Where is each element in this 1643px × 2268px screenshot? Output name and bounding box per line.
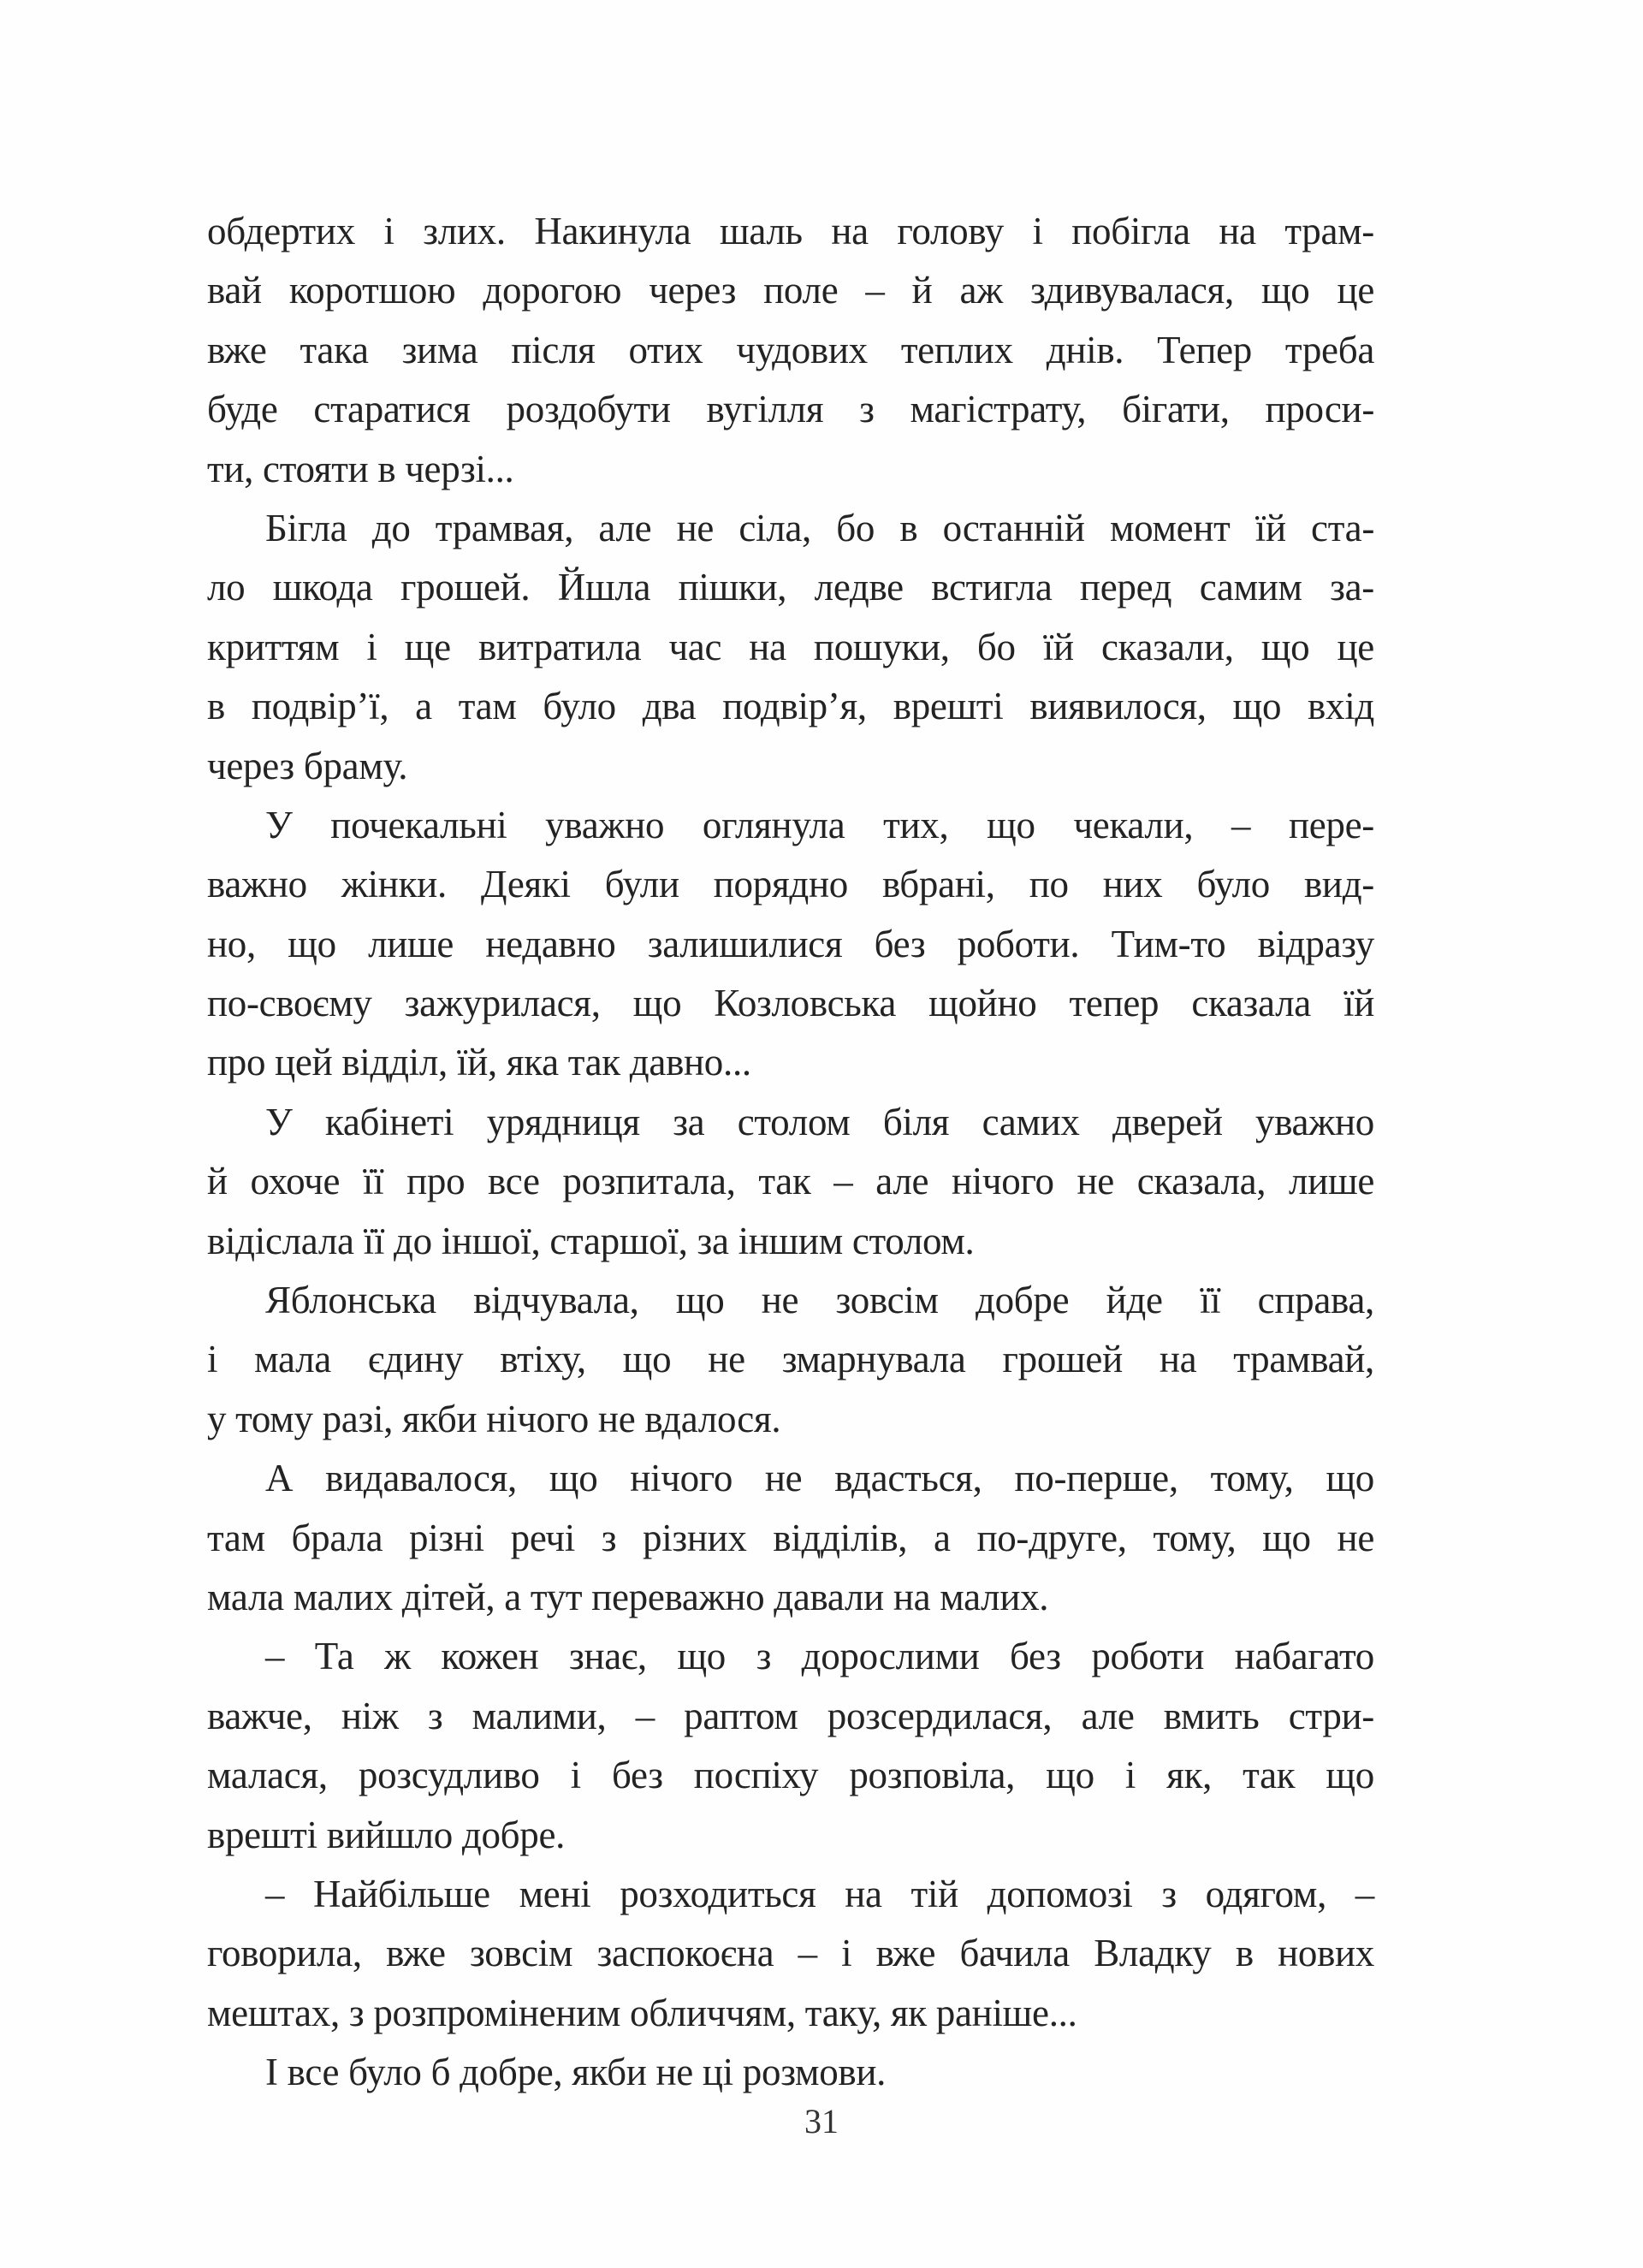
text-line: Бігла до трамвая, але не сіла, бо в останній момент їй ста- <box>265 506 1374 549</box>
text-line: врешті вийшло добре. <box>207 1813 566 1856</box>
paragraph <box>207 1449 1374 1627</box>
text-line: у тому разі, якби нічого не вдалося. <box>207 1397 781 1440</box>
text-line: но, що лише недавно залишилися без роботи. Тим-то відразу <box>207 922 1374 965</box>
text-line: Яблонська відчувала, що не зовсім добре йде її справа, <box>265 1279 1374 1322</box>
page-number: 31 <box>804 2102 839 2140</box>
text-line: криттям і ще витратила час на пошуки, бо їй сказали, що це <box>207 625 1374 668</box>
text-line: малася, розсудливо і без поспіху розповіла, що і як, так що <box>207 1754 1374 1797</box>
text-line: і мала єдину втіху, що не змарнувала грошей на трамвай, <box>207 1338 1374 1381</box>
paragraph <box>207 1271 1374 1449</box>
text-line: У почекальні уважно оглянула тих, що чекали, – пере- <box>265 803 1374 846</box>
text-line: відіслала її до іншої, старшої, за іншим столом. <box>207 1219 975 1262</box>
text-line: говорила, вже зовсім заспокоєна – і вже бачила Владку в нових <box>207 1932 1374 1975</box>
text-line: І все було б добре, якби не ці розмови. <box>265 2051 887 2094</box>
paragraph <box>207 202 1374 499</box>
body-text <box>207 202 1374 2103</box>
text-line: важно жінки. Деякі були порядно вбрані, по них було вид- <box>207 863 1374 906</box>
text-line: обдертих і злих. Накинула шаль на голову і побігла на трам- <box>207 210 1374 252</box>
paragraph <box>207 1865 1374 2043</box>
text-line: – Та ж кожен знає, що з дорослими без роботи набагато <box>265 1635 1374 1678</box>
text-line: вже така зима після отих чудових теплих днів. Тепер треба <box>207 328 1374 371</box>
paragraph <box>207 796 1374 1093</box>
text-line: мештах, з розпроміненим обличчям, таку, як раніше... <box>207 1991 1077 2034</box>
text-line: там брала різні речі з різних відділів, а по-друге, тому, що не <box>207 1516 1374 1559</box>
text-line: мала малих дітей, а тут переважно давали на малих. <box>207 1575 1049 1618</box>
text-line: по-своєму зажурилася, що Козловська щойно тепер сказала їй <box>207 982 1374 1025</box>
text-line: важче, ніж з малими, – раптом розсердилася, але вмить стри- <box>207 1694 1374 1737</box>
text-line: ло шкода грошей. Йшла пішки, ледве встигла перед самим за- <box>207 566 1374 609</box>
text-line: вай коротшою дорогою через поле – й аж здивувалася, що це <box>207 269 1374 312</box>
paragraph <box>207 2043 1374 2102</box>
text-line: про цей відділ, їй, яка так давно... <box>207 1041 751 1084</box>
text-line: й охоче її про все розпитала, так – але нічого не сказала, лише <box>207 1160 1374 1203</box>
text-line: – Найбільше мені розходиться на тій допомозі з одягом, – <box>265 1872 1374 1915</box>
text-line: в подвір’ї, а там було два подвір’я, врешті виявилося, що вхід <box>207 685 1374 728</box>
paragraph <box>207 499 1374 796</box>
paragraph <box>207 1093 1374 1271</box>
text-line: ти, стояти в черзі... <box>207 447 514 490</box>
text-line: буде старатися роздобути вугілля з магістрату, бігати, проси- <box>207 388 1374 431</box>
paragraph <box>207 1627 1374 1865</box>
text-line: через браму. <box>207 744 408 787</box>
text-line: У кабінеті урядниця за столом біля самих дверей уважно <box>265 1100 1374 1143</box>
text-line: А видавалося, що нічого не вдасться, по-перше, тому, що <box>265 1457 1374 1500</box>
